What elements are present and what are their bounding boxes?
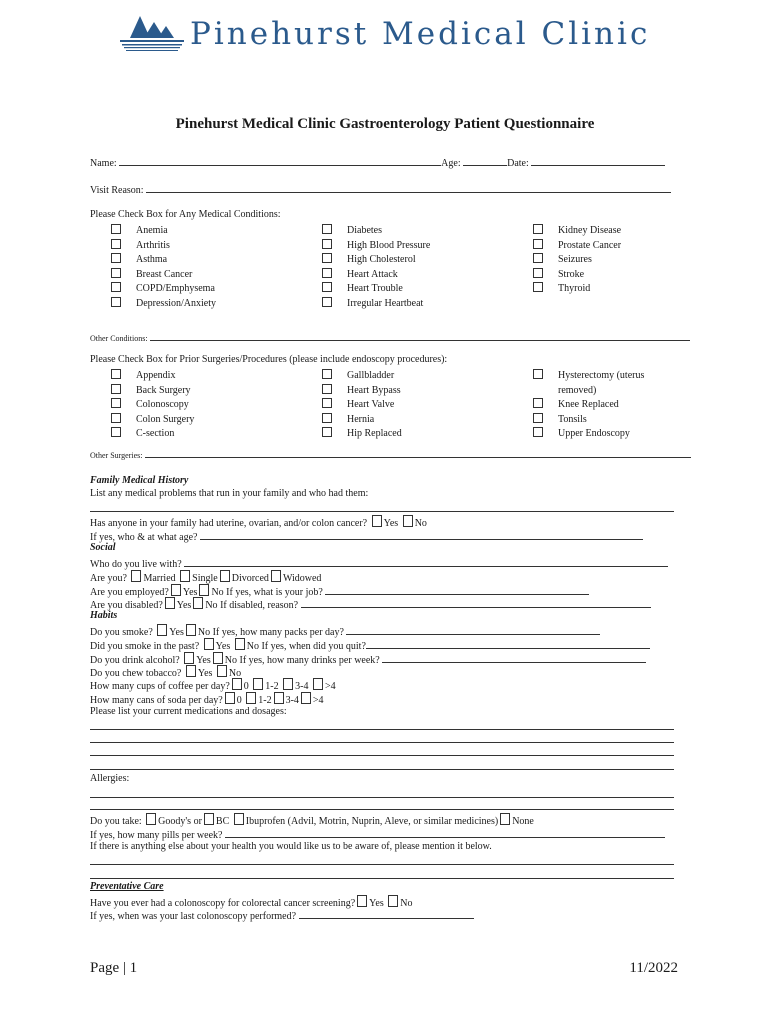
habits-q1-row — [90, 624, 600, 638]
surgery-label: Hysterectomy (uterus — [558, 370, 645, 381]
conditions-col-3 — [533, 224, 621, 297]
checkbox[interactable] — [186, 665, 196, 677]
checkbox[interactable] — [234, 813, 244, 825]
family-answer-line[interactable] — [90, 511, 674, 512]
checkbox[interactable] — [111, 268, 121, 278]
no-label: No — [197, 627, 211, 638]
checkbox-item[interactable] — [111, 253, 216, 268]
divorced-label: Divorced — [231, 573, 269, 584]
anything-else-line[interactable] — [90, 864, 674, 865]
checkbox-label: Heart Valve — [347, 399, 395, 411]
checkbox-item[interactable] — [322, 253, 430, 268]
checkbox[interactable] — [322, 239, 332, 249]
checkbox[interactable] — [199, 584, 209, 596]
surgery-item[interactable] — [533, 427, 644, 442]
checkbox[interactable] — [533, 413, 543, 423]
checkbox-label: Heart Trouble — [347, 283, 403, 295]
checkbox[interactable] — [184, 652, 194, 664]
surgery-label: Knee Replaced — [558, 399, 619, 411]
checkbox[interactable] — [313, 678, 323, 690]
checkbox-label: Gallbladder — [347, 370, 395, 381]
checkbox-item[interactable] — [322, 413, 402, 428]
checkbox[interactable] — [372, 515, 382, 527]
social-q1-label: Who do you live with? — [90, 559, 182, 570]
checkbox-item[interactable] — [533, 253, 621, 268]
single-label: Single — [192, 573, 218, 584]
checkbox[interactable] — [533, 224, 543, 234]
checkbox-item[interactable] — [322, 224, 430, 239]
alcohol-label: Do you drink alcohol? — [90, 655, 180, 666]
checkbox-label: C-section — [136, 428, 175, 440]
checkbox[interactable] — [193, 597, 203, 609]
checkbox-item[interactable] — [322, 297, 430, 312]
married-label: Married — [143, 573, 176, 584]
checkbox-label: Back Surgery — [136, 384, 191, 396]
visit-reason-row — [90, 182, 671, 196]
yes-label: Yes — [369, 898, 384, 909]
surgery-item[interactable] — [533, 369, 644, 384]
no-label: No — [400, 898, 413, 909]
pills-row — [90, 827, 665, 841]
checkbox[interactable] — [111, 398, 121, 408]
checkbox[interactable] — [246, 692, 256, 704]
surgery-item[interactable] — [533, 413, 644, 428]
name-field[interactable] — [119, 155, 441, 166]
family-history-heading: Family Medical History — [90, 475, 189, 486]
medications-line[interactable] — [90, 742, 674, 743]
medications-line[interactable] — [90, 729, 674, 730]
checkbox[interactable] — [533, 369, 543, 379]
pills-field[interactable] — [225, 827, 665, 838]
social-q2-row — [90, 570, 321, 584]
checkbox-item[interactable] — [111, 239, 216, 254]
preventative-heading: Preventative Care — [90, 881, 164, 892]
checkbox[interactable] — [533, 282, 543, 292]
checkbox-item[interactable] — [322, 427, 402, 442]
anything-else-line[interactable] — [90, 878, 674, 879]
ibuprofen-label: Ibuprofen (Advil, Motrin, Nuprin, Aleve, or similar medicines) — [245, 816, 499, 827]
checkbox-item[interactable] — [322, 369, 402, 384]
social-q1-field[interactable] — [184, 556, 668, 567]
checkbox-label: COPD/Emphysema — [136, 283, 215, 295]
soda-label: How many cans of soda per day? — [90, 695, 223, 706]
checkbox-item[interactable] — [322, 268, 430, 283]
social-q1-row — [90, 556, 668, 570]
checkbox-item[interactable] — [322, 398, 402, 413]
habits-q2-row — [90, 638, 650, 652]
other-conditions-row — [90, 333, 690, 343]
no-label: No — [228, 668, 242, 679]
checkbox[interactable] — [111, 253, 121, 263]
surgery-label: Upper Endoscopy — [558, 428, 630, 440]
past-smoke-label: Did you smoke in the past? — [90, 641, 200, 652]
date-label: Date: — [507, 158, 529, 169]
checkbox[interactable] — [111, 413, 121, 423]
revision-date: 11/2022 — [629, 960, 678, 976]
other-surgeries-row — [90, 450, 691, 460]
checkbox-label: Seizures — [558, 254, 592, 266]
checkbox[interactable] — [322, 224, 332, 234]
checkbox[interactable] — [111, 224, 121, 234]
yes-label: Yes — [383, 518, 399, 529]
no-label: No — [205, 600, 218, 611]
checkbox[interactable] — [146, 813, 156, 825]
no-label: No — [211, 587, 224, 598]
pine-tree-logo-icon — [120, 14, 184, 52]
checkbox[interactable] — [186, 624, 196, 636]
habits-q4-row — [90, 665, 241, 679]
checkbox[interactable] — [111, 282, 121, 292]
checkbox-item[interactable] — [322, 384, 402, 399]
disabled-reason-label: If disabled, reason? — [220, 600, 299, 611]
habits-q6-row — [90, 692, 324, 706]
habits-heading: Habits — [90, 610, 118, 621]
conditions-col-1 — [111, 224, 216, 312]
checkbox[interactable] — [388, 895, 398, 907]
checkbox[interactable] — [357, 895, 367, 907]
bc-label: BC — [215, 816, 230, 827]
yes-label: Yes — [196, 655, 211, 666]
smoke-label: Do you smoke? — [90, 627, 153, 638]
checkbox[interactable] — [322, 413, 332, 423]
date-field[interactable] — [531, 155, 665, 166]
checkbox[interactable] — [225, 692, 235, 704]
packs-field[interactable] — [346, 624, 600, 635]
checkbox[interactable] — [111, 427, 121, 437]
take-row — [90, 813, 534, 827]
soda-opt: 0 — [236, 695, 242, 706]
checkbox[interactable] — [322, 398, 332, 408]
yes-label: Yes — [169, 627, 184, 638]
checkbox-item[interactable] — [111, 297, 216, 312]
checkbox[interactable] — [111, 239, 121, 249]
checkbox-label: Prostate Cancer — [558, 239, 622, 251]
checkbox[interactable] — [204, 813, 214, 825]
family-q1: List any medical problems that run in your family and who had them: — [90, 488, 369, 499]
form-title: Pinehurst Medical Clinic Gastroenterology Patient Questionnaire — [175, 116, 595, 132]
clinic-logo — [120, 14, 660, 54]
anything-else-label: If there is anything else about your health you would like us to be aware of, please mention it below. — [90, 841, 492, 852]
checkbox[interactable] — [533, 239, 543, 249]
checkbox[interactable] — [403, 515, 413, 527]
checkbox[interactable] — [232, 678, 242, 690]
job-field[interactable] — [325, 584, 589, 595]
drinks-label: If yes, how many drinks per week? — [239, 655, 380, 666]
checkbox[interactable] — [171, 584, 181, 596]
checkbox[interactable] — [111, 297, 121, 307]
checkbox-item[interactable] — [111, 369, 194, 384]
social-q3-label: Are you employed? — [90, 587, 169, 598]
checkbox[interactable] — [274, 692, 284, 704]
other-surgeries-label: Other Surgeries: — [90, 451, 143, 460]
surgery-label: Tonsils — [558, 413, 587, 425]
surgeries-col-2 — [322, 369, 402, 442]
checkbox[interactable] — [220, 570, 230, 582]
checkbox[interactable] — [322, 369, 332, 379]
checkbox-item[interactable] — [111, 398, 194, 413]
widowed-label: Widowed — [282, 573, 322, 584]
checkbox[interactable] — [322, 427, 332, 437]
page-number: Page | 1 — [90, 960, 138, 976]
family-q3-label: If yes, who & at what age? — [90, 532, 198, 543]
medications-line[interactable] — [90, 769, 674, 770]
checkbox-item[interactable] — [111, 224, 216, 239]
checkbox[interactable] — [322, 253, 332, 263]
checkbox[interactable] — [180, 570, 190, 582]
checkbox-label: High Blood Pressure — [347, 239, 431, 251]
social-q2-label: Are you? — [90, 573, 127, 584]
family-q2-row — [90, 515, 427, 529]
job-label: If yes, what is your job? — [226, 587, 323, 598]
checkbox-item[interactable] — [322, 239, 430, 254]
checkbox[interactable] — [322, 297, 332, 307]
checkbox-item[interactable] — [111, 427, 194, 442]
no-label: No — [224, 655, 237, 666]
coffee-opt: 1-2 — [265, 681, 279, 692]
checkbox-label: Appendix — [136, 370, 176, 381]
checkbox-label: Arthritis — [136, 239, 170, 251]
checkbox-label: Anemia — [136, 225, 168, 236]
clinic-name: Pinehurst Medical Clinic — [190, 16, 651, 52]
checkbox-label: Asthma — [136, 254, 168, 266]
checkbox-label: Colonoscopy — [136, 399, 189, 411]
conditions-heading: Please Check Box for Any Medical Conditions: — [90, 209, 281, 220]
social-q4-label: Are you disabled? — [90, 600, 163, 611]
checkbox[interactable] — [157, 624, 167, 636]
checkbox[interactable] — [322, 384, 332, 394]
checkbox[interactable] — [271, 570, 281, 582]
checkbox[interactable] — [217, 665, 227, 677]
checkbox-label: Stroke — [558, 268, 585, 280]
surgery-item[interactable] — [533, 398, 644, 413]
visit-reason-label: Visit Reason: — [90, 185, 144, 196]
coffee-opt: 0 — [243, 681, 249, 692]
checkbox[interactable] — [165, 597, 175, 609]
checkbox-label: High Cholesterol — [347, 254, 416, 266]
family-q2-label: Has anyone in your family had uterine, ovarian, and/or colon cancer? — [90, 518, 368, 529]
checkbox[interactable] — [111, 384, 121, 394]
checkbox[interactable] — [235, 638, 245, 650]
checkbox[interactable] — [301, 692, 311, 704]
last-colonoscopy-field[interactable] — [299, 908, 474, 919]
other-surgeries-field[interactable] — [145, 450, 691, 458]
checkbox[interactable] — [283, 678, 293, 690]
name-row — [90, 155, 665, 169]
habits-q3-row — [90, 652, 646, 666]
habits-q5-row — [90, 678, 336, 692]
allergies-label: Allergies: — [90, 773, 130, 784]
checkbox-label: Irregular Heartbeat — [347, 297, 424, 309]
checkbox[interactable] — [213, 652, 223, 664]
last-colonoscopy-label: If yes, when was your last colonoscopy performed? — [90, 911, 297, 922]
yes-label: Yes — [215, 641, 231, 652]
checkbox-item[interactable] — [322, 282, 430, 297]
other-conditions-label: Other Conditions: — [90, 334, 148, 343]
checkbox-label: Heart Attack — [347, 268, 398, 280]
checkbox[interactable] — [533, 253, 543, 263]
checkbox-item[interactable] — [111, 384, 194, 399]
quit-field[interactable] — [366, 638, 650, 649]
quit-label: If yes, when did you quit? — [261, 641, 366, 652]
family-q3-row — [90, 529, 643, 543]
goodys-label: Goody's or — [158, 816, 202, 827]
disabled-reason-field[interactable] — [301, 597, 651, 608]
checkbox-item[interactable] — [533, 282, 621, 297]
age-field[interactable] — [463, 155, 507, 166]
yes-label: Yes — [197, 668, 213, 679]
colonoscopy-label: Have you ever had a colonoscopy for colorectal cancer screening? — [90, 898, 356, 909]
age-label: Age: — [441, 158, 461, 169]
chew-label: Do you chew tobacco? — [90, 668, 182, 679]
checkbox-item[interactable] — [533, 224, 621, 239]
checkbox-label: Thyroid — [558, 283, 591, 295]
checkbox[interactable] — [111, 369, 121, 379]
checkbox[interactable] — [322, 268, 332, 278]
drinks-field[interactable] — [382, 652, 646, 663]
social-q4-row — [90, 597, 651, 611]
checkbox[interactable] — [204, 638, 214, 650]
coffee-opt: 3-4 — [295, 681, 309, 692]
checkbox-item[interactable] — [533, 239, 621, 254]
name-label: Name: — [90, 158, 117, 169]
checkbox-label: Hip Replaced — [347, 428, 402, 440]
family-q3-field[interactable] — [200, 529, 643, 540]
no-label: No — [414, 518, 427, 529]
checkbox[interactable] — [533, 427, 543, 437]
checkbox[interactable] — [533, 398, 543, 408]
take-label: Do you take: — [90, 816, 142, 827]
checkbox-label: Depression/Anxiety — [136, 297, 216, 309]
medications-label: Please list your current medications and dosages: — [90, 706, 287, 717]
surgeries-col-1 — [111, 369, 194, 442]
checkbox-label: Colon Surgery — [136, 413, 195, 425]
none-label: None — [512, 816, 534, 827]
allergies-line[interactable] — [90, 797, 674, 798]
coffee-opt: >4 — [324, 681, 336, 692]
checkbox[interactable] — [533, 268, 543, 278]
checkbox-label: Diabetes — [347, 225, 382, 236]
surgeries-col-3 — [533, 369, 644, 442]
yes-label: Yes — [176, 600, 192, 611]
allergies-line[interactable] — [90, 809, 674, 810]
social-q3-row — [90, 584, 589, 598]
checkbox[interactable] — [253, 678, 263, 690]
social-heading: Social — [90, 542, 116, 553]
checkbox[interactable] — [322, 282, 332, 292]
coffee-label: How many cups of coffee per day? — [90, 681, 230, 692]
pills-label: If yes, how many pills per week? — [90, 830, 223, 841]
visit-reason-field[interactable] — [146, 182, 671, 193]
medications-line[interactable] — [90, 755, 674, 756]
prev-q1-row — [90, 895, 412, 909]
checkbox-item[interactable] — [111, 268, 216, 283]
packs-label: If yes, how many packs per day? — [212, 627, 344, 638]
checkbox-label: Kidney Disease — [558, 225, 622, 236]
checkbox[interactable] — [500, 813, 510, 825]
checkbox-label: Hernia — [347, 413, 375, 425]
surgeries-heading: Please Check Box for Prior Surgeries/Procedures (please include endoscopy procedures): — [90, 354, 448, 365]
conditions-col-2 — [322, 224, 430, 312]
other-conditions-field[interactable] — [150, 333, 690, 341]
surgery-label: removed) — [558, 384, 597, 396]
soda-opt: >4 — [312, 695, 324, 706]
no-label: No — [246, 641, 259, 652]
checkbox-label: Heart Bypass — [347, 384, 401, 396]
checkbox-item[interactable] — [111, 282, 216, 297]
soda-opt: 3-4 — [285, 695, 299, 706]
checkbox-item[interactable] — [533, 268, 621, 283]
checkbox-item[interactable] — [111, 413, 194, 428]
soda-opt: 1-2 — [258, 695, 272, 706]
checkbox[interactable] — [131, 570, 141, 582]
yes-label: Yes — [182, 587, 198, 598]
prev-q2-row — [90, 908, 474, 922]
checkbox-label: Breast Cancer — [136, 268, 193, 280]
